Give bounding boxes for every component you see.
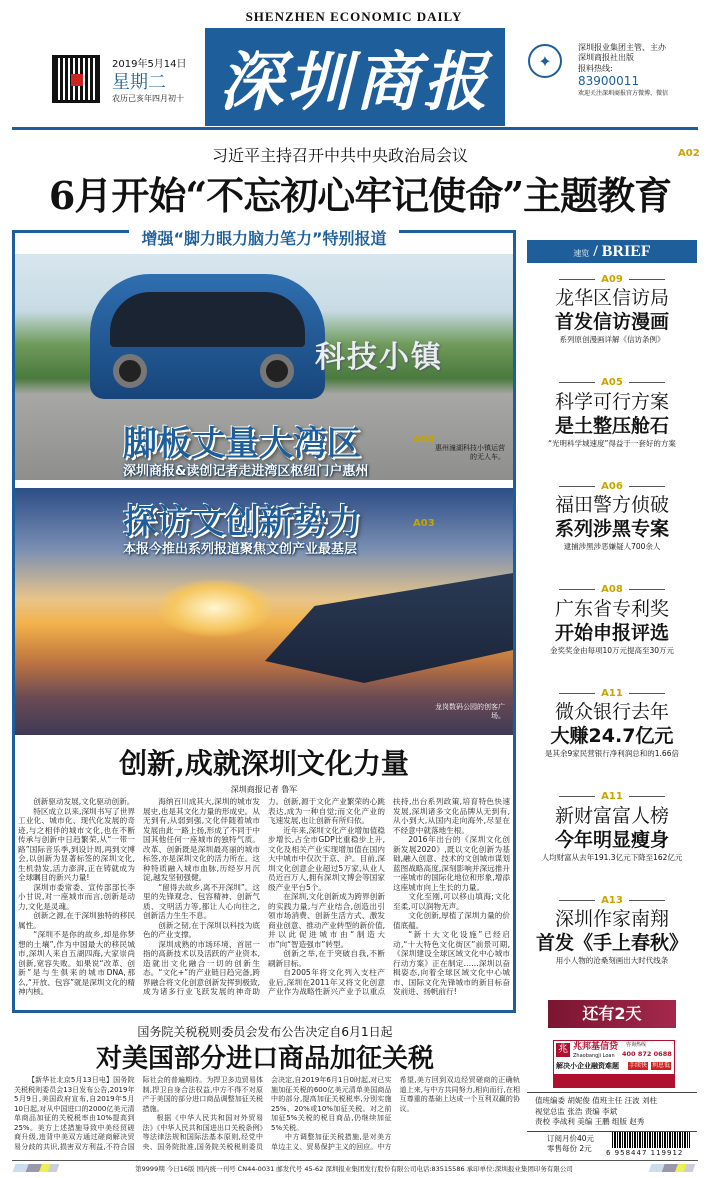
publisher-line: 深圳报业集团主管、主办 <box>578 43 666 52</box>
wheel <box>113 354 147 388</box>
hotline-label: 报料热线: <box>578 64 613 73</box>
story1-subtitle: 深圳商报&读创记者走进湾区枢纽门户惠州 <box>123 464 369 479</box>
page-ref[interactable]: A05 <box>601 377 623 388</box>
paragraph: 创新之韧,在于深圳以科技为底色的产业支撑。 <box>143 920 260 939</box>
brief-item[interactable] <box>527 583 697 657</box>
price-info <box>547 1134 594 1154</box>
barcode-number: 6 958447 119912 <box>606 1149 684 1157</box>
photo-cloud-sea[interactable] <box>15 488 513 735</box>
second-kicker: 国务院关税税则委员会发布公告决定自6月1日起 <box>137 1025 393 1039</box>
brief-summary: 是其余9家民营银行净利润总和的1.66倍 <box>545 749 679 758</box>
footer-info: 第9999期 今日16版 国内统一刊号 CN44-0031 邮发代号 45-62 深圳报业集团发行股份有限公司电话:83515586 承印单位:深圳报业集团印务有限公司 <box>135 1165 573 1173</box>
brief-title-line2: 首发《手上春秋》 <box>535 932 688 954</box>
brief-page <box>527 479 697 493</box>
page-ref[interactable]: A11 <box>601 687 623 699</box>
divider <box>12 1160 698 1161</box>
photo-sign: 科技小镇 <box>315 340 443 375</box>
price-month: 订阅月价40元 <box>547 1134 595 1143</box>
staff-line: 视觉总监 张浩 责编 李斌 <box>535 1106 618 1116</box>
brief-title-line2: 首发信访漫画 <box>554 311 669 333</box>
paragraph: “深圳不是你的故乡,却是你梦想的土壤”,作为中国最大的移民城市,深圳人来自五湖四海,大家崇尚创新,宽容失败。如果说“改革、创新”是与生俱来的城市DNA,那么,“开放、包容”就是深圳文化的精神内核。 <box>18 930 135 996</box>
brief-page <box>527 376 697 390</box>
article-body <box>18 797 510 997</box>
lead-kicker: 习近平主持召开中共中央政治局会议 <box>211 146 468 165</box>
lead-headline[interactable]: 6月开始“不忘初心牢记使命”主题教育 <box>48 173 672 218</box>
feature-banner <box>12 230 516 253</box>
paragraph: 创新驱动发展,文化驱动创新。 <box>33 797 135 806</box>
wheel <box>260 354 294 388</box>
brief-item[interactable] <box>527 790 697 864</box>
brief-summary: 系列原创漫画详解《信访条例》 <box>559 335 665 344</box>
brief-item[interactable] <box>527 893 697 967</box>
welcome-note: 欢迎关注深圳商报官方微博、微信 <box>578 90 669 97</box>
ad-tag: 利息低 <box>652 1062 671 1069</box>
brief-page <box>527 790 697 804</box>
page-ref[interactable]: A11 <box>601 791 623 802</box>
group-emblem-icon: ✦ <box>528 44 562 78</box>
issue-date: 2019年5月14日 <box>112 59 187 70</box>
paragraph: 中方调整加征关税措施,是对美方单边主义、贸易保护主义的回应。中方希望,美方回到双边经贸磋商的正确轨道上来,与中方共同努力,相向而行,在相互尊重的基础上达成一个互利双赢的协议。 <box>271 1076 520 1151</box>
page-ref[interactable]: A04 <box>413 434 435 445</box>
ad-loan[interactable] <box>553 1040 675 1088</box>
brief-title-line1: 广东省专利奖 <box>554 597 669 620</box>
brief-item[interactable] <box>527 686 697 760</box>
price-single: 零售每份 2元 <box>547 1144 592 1153</box>
paragraph: 自2005年将文化列入支柱产业后,深圳在2011年又将文化创意产业作为战略性新兴产业予以重点扶持,出台系列政策,培育特色快速发展,深圳诸多文化品牌从无到有,从小到大,从国内走向海外,尽显在不经意中就落地生根。 <box>268 797 510 996</box>
paragraph: 深圳市委常委、宣传部部长李小甘说,对一座城市而言,创新是动力,文化是灵魂。 <box>18 882 135 911</box>
paragraph: 海纳百川成其大,深圳的城市发展史,也是其文化力量的形成史。从无到有,从弱到强,文化伴随着城市发展由此一路上扬,形成了不同于中国其他任何一座城市的独特气质。改革、创新既是深圳最亮丽的城市标签,亦是深圳文化的活力所在。这种特质融入城市血脉,历经岁月沉淀,越发坚韧强健。 <box>143 797 260 882</box>
publisher-line: 深圳商报社出版 <box>578 53 634 62</box>
brief-title-line1: 科学可行方案 <box>554 390 669 413</box>
brief-title-line2: 系列涉黑专案 <box>554 518 669 540</box>
brief-summary: 人均财富从去年191.3亿元下降至162亿元 <box>541 852 683 862</box>
brief-summary: “光明科学城速度”得益于一套好的方案 <box>548 438 676 448</box>
second-headline[interactable]: 对美国部分进口商品加征关税 <box>95 1044 434 1074</box>
photo-caption: 龙岗数码公园的创客广场。 <box>435 703 505 720</box>
page-ref[interactable]: A02 <box>678 148 700 159</box>
staff-line: 值班编委 胡妮俊 值班主任 汪波 刘柱 <box>535 1096 658 1105</box>
ad-countdown[interactable] <box>548 1000 676 1028</box>
lunar-date: 农历己亥年四月初十 <box>112 94 184 103</box>
page-ref[interactable]: A06 <box>601 480 623 492</box>
staff-line: 责校 李战利 美编 王鹏 组版 赵秀 <box>535 1117 645 1126</box>
brief-item[interactable] <box>527 272 697 346</box>
ad-hotline-label: 咨询热线 <box>626 1042 647 1048</box>
brief-title-line2: 是土整压舱石 <box>554 414 669 437</box>
photo-caption: 惠州潼湖科技小镇运营的无人车。 <box>435 444 505 461</box>
paragraph: 根据《中华人民共和国对外贸易法》《中华人民共和国进出口关税条例》等法律法规和国际法基本原则,经党中央、国务院批准,国务院关税税则委员会决定,自2019年6月1日0时起,对已实施加征关税的600亿美元清单美国商品中的部分,提高加征关税税率,分别实施25%、20%或10%加征关税。对之前加征5%关税的税目商品,仍继续加征5%关税。 <box>142 1076 392 1151</box>
ad-hotline: 400 872 0688 <box>622 1050 672 1058</box>
ad-slogan: 解决小企业融资难题 <box>556 1062 619 1070</box>
story1-title[interactable]: 脚板丈量大湾区 <box>123 424 361 464</box>
article-title[interactable]: 创新,成就深圳文化力量 <box>119 747 409 780</box>
ad-countdown-text: 还有2天 <box>582 1004 642 1023</box>
brief-title-line1: 新财富富人榜 <box>554 804 669 827</box>
ad-tag: 手续快 <box>629 1062 648 1069</box>
brief-header: 速览 / BRIEF <box>527 240 697 263</box>
feature-banner-text: 增强“脚力眼力脑力笔力”特别报道 <box>129 229 398 248</box>
paragraph: “留得去故乡,离不开深圳”。这里的先锋观念、包容精神、创新气质、文明活力等,都让人心向往之,创新活力生生不息。 <box>143 882 260 920</box>
loan-logo-icon: 兆 <box>558 1044 568 1055</box>
staff-credits <box>527 1092 697 1132</box>
brief-page <box>527 686 697 700</box>
page-ref[interactable]: A03 <box>413 518 435 529</box>
photo-driverless-bus[interactable] <box>15 254 513 480</box>
brief-page <box>527 272 697 286</box>
brief-title-line1: 深圳作家南翔 <box>554 908 669 930</box>
paragraph: 2016年出台的《深圳文化创新发展2020》,既以文化创新为基础,融入创意、技术的文创城市谋划蓝图战略高度,深刻影响并深远推升一座城市的国际化地位和形象,增添这座城市向上生长的力量。 <box>393 835 510 892</box>
weekday: 星期二 <box>112 72 166 93</box>
building-shape <box>265 573 513 683</box>
page-ref[interactable]: A09 <box>601 273 623 285</box>
brief-summary: 逮捕涉黑涉恶嫌疑人700余人 <box>563 542 661 551</box>
brief-title-line2: 今年明显瘦身 <box>554 828 669 851</box>
barcode-icon <box>612 1132 690 1148</box>
divider <box>12 127 698 130</box>
hotline-number: 83900011 <box>578 74 640 88</box>
brief-title-line2: 大赚24.7亿元 <box>550 725 674 747</box>
brief-page <box>527 583 697 597</box>
paragraph: 特区成立以来,深圳书写了世界工业化、城市化、现代化发展的奇迹,与之相伴的城市文化,也在不断传承与创新中日趋繁荣,从“一带一路”国际音乐季,到设计周,再到文博会,以创新为显著标签的深圳文化,生机勃发,活力澎湃,正在铸就成为全球瞩目的新兴力量! <box>18 806 135 882</box>
brief-summary: 金奖奖金由每项10万元提高至30万元 <box>549 645 675 655</box>
ad-brand: 兆邦基信贷 <box>573 1042 619 1052</box>
paragraph: 文化创新,厚植了深圳力量的价值底蕴。 <box>393 911 510 930</box>
paragraph: “新十大文化设施”已经启动,“十大特色文化街区”前景可期,《深圳建设全球区域文化中心城市行动方案》正在制定……深圳以奋楫姿态,向着全球区域文化中心城市、国际文化先锋城市的新目标奋发前进、扬帆前行! <box>393 930 510 996</box>
paragraph: 近年来,深圳文化产业增加值稳步增长,占全市GDP比重稳步上升,文化及相关产业实现增加值在国内大中城市中仅次于京、沪。目前,深圳文化创意企业超过5万家,从业人员近百万人,拥有深圳文博会等国家级产业平台5个。 <box>268 825 385 892</box>
byline: 深圳商报记者 鲁军 <box>230 785 298 794</box>
page-ref[interactable]: A13 <box>601 894 623 906</box>
paragraph: 深圳成熟的市场环境、首屈一指的高新技术以及活跃的产业资本,造就出文化融合一切的创新生态。“文化+”的产业链日趋完备,跨界融合将文化创意创新发挥到极致,成为诸多行业飞跃发展的神奇助力。创新,源于文化产业繁荣的心跳表达,成为一种自觉;而文化产业的飞速发展,也让创新有所归依。 <box>143 797 385 996</box>
brief-label-en: BRIEF <box>601 243 651 260</box>
english-masthead: SHENZHEN ECONOMIC DAILY <box>245 9 463 24</box>
page-ref[interactable]: A08 <box>601 584 623 595</box>
paragraph: 在深圳,文化创新成为跨界创新的实践力量,与产业结合,创造出引领市场消费、创新生活方式、激发商业创意、推动产业转型的新价值,并以此促进城市由“制造大市”向“智造强市”转型。 <box>268 892 385 949</box>
brief-summary: 用小人物的沧桑刻画出大时代线条 <box>555 956 669 965</box>
ad-strip <box>554 1074 674 1087</box>
brief-title-line1: 微众银行去年 <box>554 701 669 723</box>
ad-brand-en: Zhaobangji Loan <box>573 1053 615 1059</box>
paragraph: 创新之源,在于深圳独特的移民属性。 <box>18 911 135 930</box>
qr-code-icon[interactable] <box>52 55 100 103</box>
newspaper-logo: 深圳商报 <box>205 28 505 126</box>
brief-item[interactable] <box>527 376 697 450</box>
brief-label-cn: 速览 <box>573 249 590 258</box>
paragraph: 【新华社北京5月13日电】国务院关税税则委员会13日发布公告,2019年5月9日,美国政府宣布,自2019年5月10日起,对从中国进口的2000亿美元清单商品加征的关税税率由10%提高到25%。美方上述措施导致中美经贸磋商升级,违背中美双方通过磋商解决贸易分歧的共识,损害双方利益,不符合国际社会的普遍期待。为捍卫多边贸易体制,捍卫自身合法权益,中方不得不对原产于美国的部分进口商品调整加征关税措施。 <box>14 1076 263 1151</box>
paragraph: 创新之举,在于突破自我,不断刷新目标。 <box>268 949 385 968</box>
brief-title-line1: 福田警方侦破 <box>554 494 669 516</box>
brief-title-line1: 龙华区信访局 <box>554 287 669 309</box>
brief-title-line2: 开始申报评选 <box>554 621 669 644</box>
sun-glow <box>155 578 275 638</box>
second-body <box>14 1076 520 1152</box>
story2-subtitle: 本报今推出系列报道聚焦文创产业最基层 <box>123 542 358 557</box>
brief-item[interactable] <box>527 479 697 553</box>
brief-page <box>527 893 697 907</box>
story2-title[interactable]: 探访文创新势力 <box>123 502 361 542</box>
paragraph: 文化至刚,可以移山填海;文化至柔,可以润物无声。 <box>393 892 510 911</box>
